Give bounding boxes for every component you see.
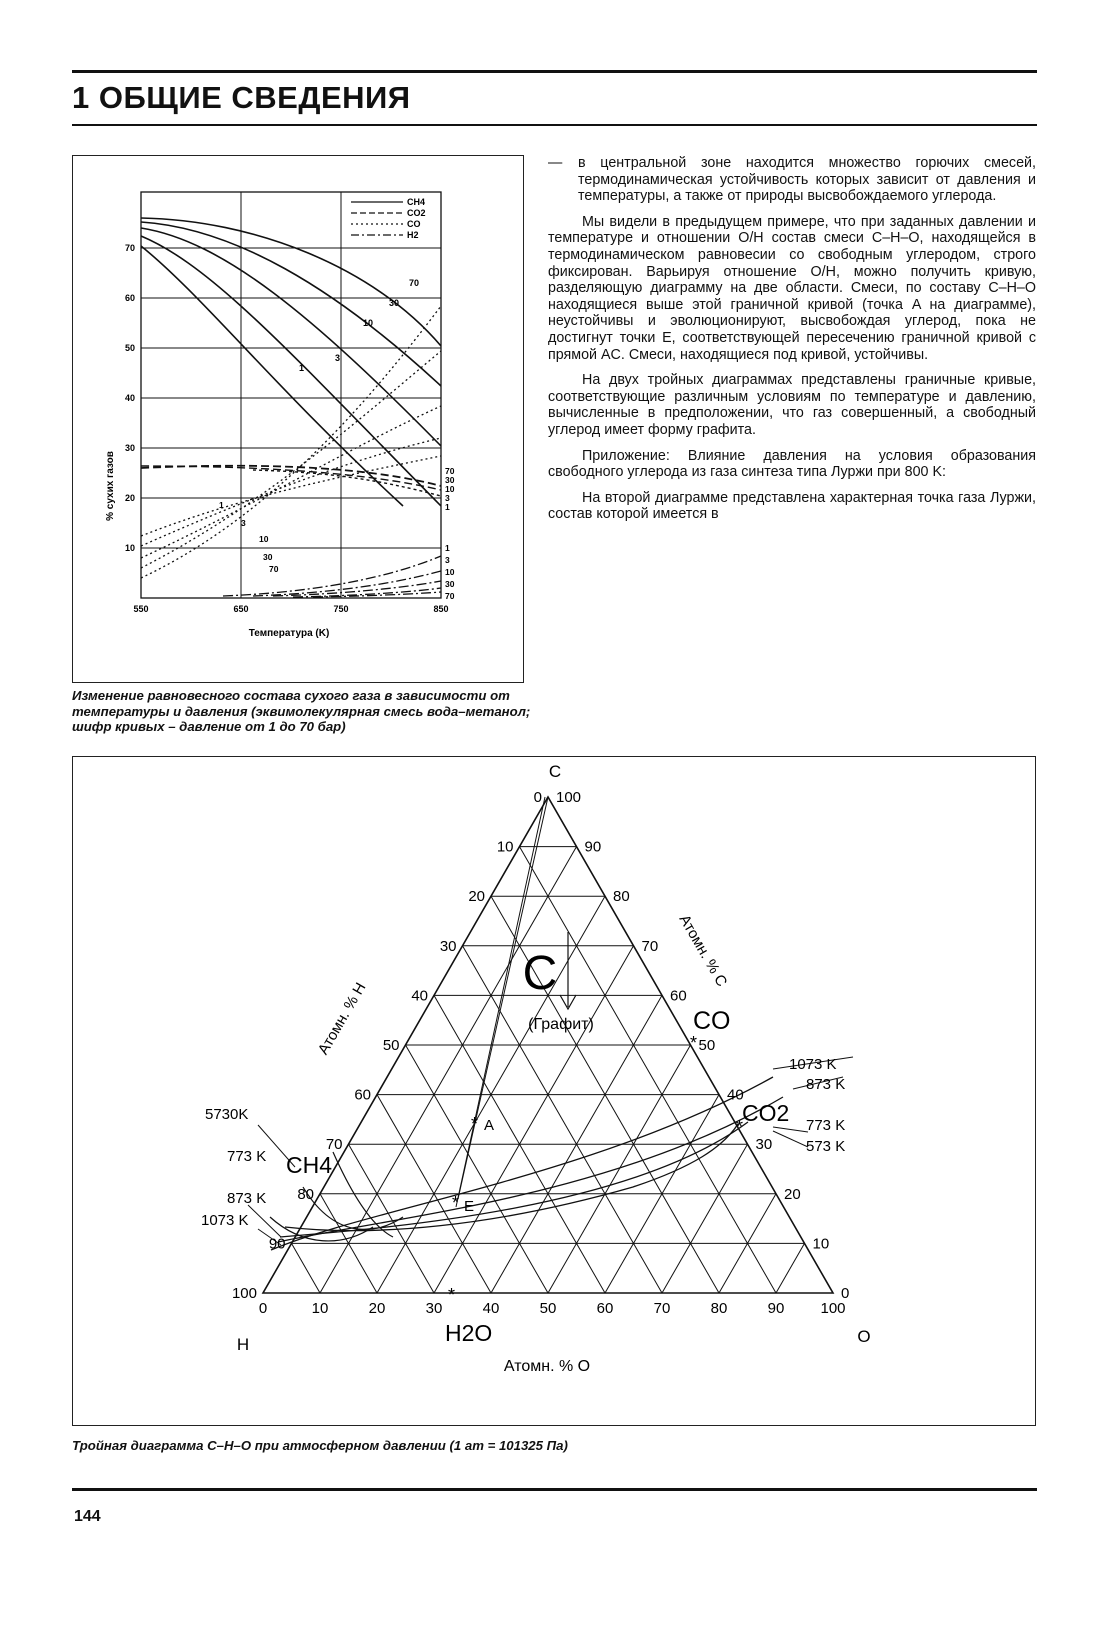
paragraph-2: Мы видели в предыдущем примере, что при заданных давлении и температуре и отношении O/H состав смеси C–H–O, находящейся в термодинамическом равновесии со свободным углеродом, строго фиксирован. Варьируя отношение O/H, можно получить кривую, разделяющую диаграмму на две области. Смеси, по составу C–H–O находящиеся выше этой граничной кривой (точка A на диаграмме), неустойчивы и эволюционируют, высвобождая углерод, пока не достигнут точки E, соответствующей пересечению граничной кривой с прямой AC. Смеси, находящиеся под кривой, устойчивы. [548,213,1036,363]
ternary-grid [263,797,833,1293]
boundary-curve [278,1097,783,1242]
right-label-top: 10 [445,484,455,494]
bottom-tick: 90 [767,1300,785,1317]
curve-label-left: 5730K [205,1106,249,1123]
right-tick: 20 [784,1185,801,1203]
left-tick: 30 [439,937,457,955]
bottom-axis-title: Атомн. % O [503,1358,591,1375]
chart-grid [141,192,441,598]
y-tick-label: 40 [124,393,135,403]
composition-star: * [448,1285,456,1305]
paragraph-1: в центральной зоне находится множество горючих смесей, термодинамическая устойчивость которых зависит от давления и температуры, а также от природы высвобождаемого углерода. [578,155,1036,205]
bottom-tick: 70 [653,1300,671,1317]
right-tick: 50 [698,1037,716,1054]
vertex-c-label: C [548,762,562,781]
ternary-diagram [73,757,1037,1427]
ch4-label: CH4 [286,1152,333,1178]
leader-line [248,1205,281,1237]
grid-line [776,1243,805,1293]
point-a-label: A [484,1117,495,1134]
chart-curve [141,236,441,506]
leader-line [773,1131,808,1147]
dash-mark: — [548,155,563,171]
grid-line [292,1243,321,1293]
co-label: CO [693,1007,731,1035]
figure2-caption: Тройная диаграмма C–H–O при атмосферном давлении (1 ат = 101325 Па) [72,1438,568,1453]
left-tick: 40 [411,987,428,1005]
vertex-h-label: H [236,1335,250,1354]
paragraph-5: На второй диаграмме представлена характерная точка газа Луржи, состав которой имеется в [548,489,1036,523]
curve-label: 30 [389,298,400,308]
right-label-top: 30 [445,475,455,485]
left-tick: 70 [325,1136,343,1154]
left-tick: 100 [231,1285,257,1302]
x-tick-label: 650 [233,604,249,614]
left-tick: 0 [533,789,542,806]
legend-label: CO2 [407,208,426,218]
right-label-bottom: 1 [445,543,450,553]
paragraph-4: Приложение: Влияние давления на условия образования свободного углерода из газа синтеза типа Луржи при 800 K: [548,447,1036,481]
chart-curve [141,218,441,346]
right-tick: 0 [841,1285,850,1302]
chart-labels [105,197,455,639]
paragraph-3: На двух тройных диаграммах представлены граничные кривые, соответствующие различным условиям по температуре и давлению, вычисленные в предположении, что газ совершенный, а свободный углерод имеет форму графита. [548,372,1036,438]
grid-line [548,1045,691,1293]
right-tick: 100 [556,789,582,806]
right-tick: 10 [812,1235,830,1253]
h2o-label: H2O [445,1320,493,1346]
bottom-tick: 0 [258,1300,268,1317]
page-number: 144 [74,1508,101,1525]
boundary-curve [280,1122,748,1237]
chapter-title: 1 ОБЩИЕ СВЕДЕНИЯ [72,80,411,115]
bottom-tick: 10 [311,1300,329,1317]
composition-star: * [690,1033,698,1053]
composition-star: * [471,1114,479,1134]
chart-curve [253,470,441,496]
y-tick-label: 50 [124,343,135,353]
left-tick: 20 [468,888,485,906]
curve-label: 70 [409,278,420,288]
header-bottom-rule [72,124,1037,126]
composition-star: * [452,1193,460,1213]
left-tick: 80 [297,1185,314,1203]
bottom-tick: 100 [820,1300,846,1317]
x-tick-label: 750 [333,604,349,614]
curve-label: 3 [335,353,341,363]
right-label-top: 70 [445,466,455,476]
right-tick: 40 [727,1086,744,1104]
leader-line [773,1127,808,1132]
inner-curve-label: 1 [219,500,224,510]
bottom-tick: 80 [710,1300,728,1317]
vertex-o-label: O [857,1327,871,1346]
x-axis-label: Температура (K) [248,628,330,639]
right-label-bottom: 70 [445,591,455,601]
inner-curve-label: 3 [241,518,246,528]
y-tick-label: 30 [124,443,135,453]
right-tick: 80 [613,888,630,906]
ternary-boundary-curves [248,797,853,1305]
curve-label-left: 1073 K [201,1212,249,1229]
legend-label: CH4 [407,197,426,207]
inner-curve-label: 70 [269,564,279,574]
inner-curve-label: 10 [259,534,269,544]
right-label-bottom: 30 [445,579,455,589]
y-tick-label: 10 [124,543,135,553]
y-axis-label: % сухих газов [105,451,116,521]
right-text-column [548,155,1036,532]
legend-label: H2 [407,230,419,240]
curve-temperature-labels [201,1056,845,1229]
left-tick: 10 [496,838,514,856]
right-tick: 70 [641,937,659,955]
curve-label-right: 573 K [806,1138,846,1155]
left-tick: 50 [382,1037,400,1054]
ternary-diagram-figure [72,756,1036,1426]
footer-rule [72,1488,1037,1491]
chart-curve [141,438,441,546]
equilibrium-composition-figure [72,155,524,683]
left-tick: 90 [268,1235,286,1253]
boundary-curve [268,1077,773,1253]
x-tick-label: 850 [433,604,449,614]
inner-curve-label: 30 [263,552,273,562]
curve-label-left: 873 K [227,1190,267,1207]
right-tick: 90 [584,838,602,856]
point-e-label: E [464,1198,475,1215]
line-ac-2 [456,797,545,1207]
curve-label: 1 [299,363,305,373]
curve-label-left: 773 K [227,1148,267,1165]
right-label-bottom: 3 [445,555,450,565]
right-label-top: 3 [445,493,450,503]
boundary-curve [285,1124,738,1231]
right-tick: 60 [670,987,687,1005]
grid-line [406,1045,549,1293]
equilibrium-composition-chart [73,156,525,684]
right-axis-title: Атомн. % C [675,911,731,990]
y-tick-label: 20 [124,493,135,503]
graphite-label: (Графит) [528,1016,594,1033]
figure1-caption: Изменение равновесного состава сухого газа в зависимости от температуры и давления (эквимолекулярная смесь вода–метанол; шифр кривых – давление от 1 до 70 бар) [72,688,531,734]
grid-line [662,1144,748,1293]
right-tick: 30 [755,1136,773,1154]
chart-curve [141,456,441,536]
chart-curve [141,466,441,490]
co2-label: CO2 [742,1100,790,1126]
carbon-region-label: C [522,947,558,1000]
right-label-bottom: 10 [445,567,455,577]
curve-label-right: 1073 K [789,1056,837,1073]
bottom-tick: 30 [425,1300,443,1317]
bottom-tick: 20 [368,1300,386,1317]
bottom-tick: 50 [539,1300,557,1317]
y-tick-label: 70 [124,243,135,253]
curve-label-right: 773 K [806,1117,846,1134]
right-label-top: 1 [445,502,450,512]
composition-star: * [736,1117,744,1137]
bottom-tick: 60 [596,1300,614,1317]
grid-line [520,847,777,1293]
left-tick: 60 [354,1086,371,1104]
chart-curves [141,202,441,597]
curve-label: 10 [363,318,374,328]
curve-label-right: 873 K [806,1076,846,1093]
grid-line [320,847,577,1293]
bottom-tick: 40 [482,1300,500,1317]
grid-line [349,1144,435,1293]
legend-label: CO [407,219,421,229]
header-top-rule [72,70,1037,73]
dash-paragraph [548,155,1036,205]
left-axis-title: Атомн. % H [314,979,370,1058]
y-tick-label: 60 [124,293,135,303]
x-tick-label: 550 [133,604,149,614]
plot-frame [141,192,441,598]
